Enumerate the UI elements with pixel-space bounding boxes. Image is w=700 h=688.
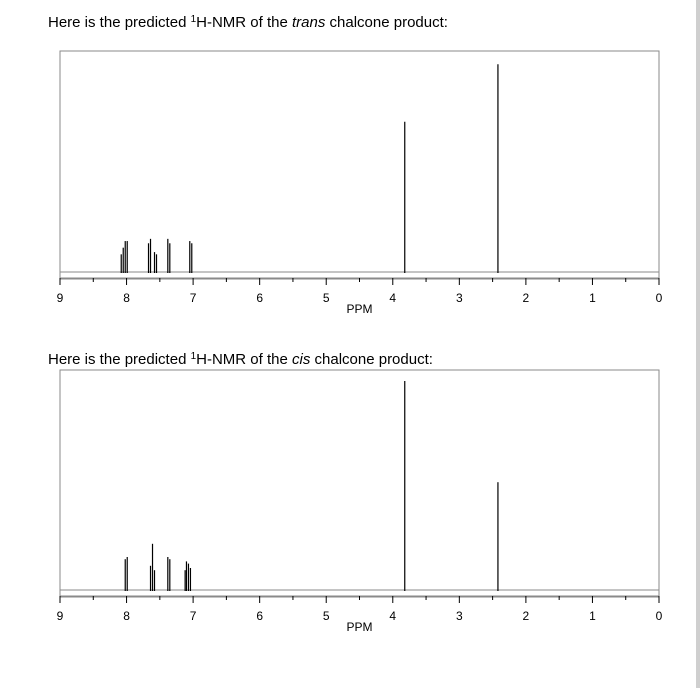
x-tick-label: 1 bbox=[589, 609, 596, 623]
x-tick-label: 6 bbox=[256, 291, 264, 305]
x-tick-label: 0 bbox=[655, 291, 663, 305]
x-tick-label: 8 bbox=[123, 291, 130, 305]
x-tick-label: 1 bbox=[589, 291, 596, 305]
x-tick-label: 3 bbox=[455, 291, 463, 305]
x-tick-label: 5 bbox=[322, 609, 330, 623]
x-tick-label: 2 bbox=[522, 609, 530, 623]
x-tick-label: 4 bbox=[389, 291, 397, 305]
x-tick-label: 7 bbox=[189, 291, 197, 305]
caption-cis: Here is the predicted $^1$H-NMR of the cis chalcone product: bbox=[48, 351, 433, 368]
x-tick-label: 0 bbox=[655, 609, 663, 623]
x-tick-label: 7 bbox=[189, 609, 197, 623]
x-axis-label: PPM bbox=[346, 620, 373, 634]
x-tick-label: 3 bbox=[455, 609, 463, 623]
x-tick-label: 9 bbox=[56, 609, 64, 623]
plot-frame bbox=[60, 370, 659, 596]
x-tick-label: 9 bbox=[56, 291, 64, 305]
x-tick-label: 4 bbox=[389, 609, 397, 623]
x-tick-label: 8 bbox=[123, 609, 130, 623]
x-tick-label: 5 bbox=[322, 291, 330, 305]
x-tick-label: 2 bbox=[522, 291, 530, 305]
x-tick-label: 6 bbox=[256, 609, 264, 623]
x-axis-label: PPM bbox=[346, 302, 373, 316]
caption-trans: Here is the predicted $^1$H-NMR of the trans chalcone product: bbox=[48, 14, 448, 31]
